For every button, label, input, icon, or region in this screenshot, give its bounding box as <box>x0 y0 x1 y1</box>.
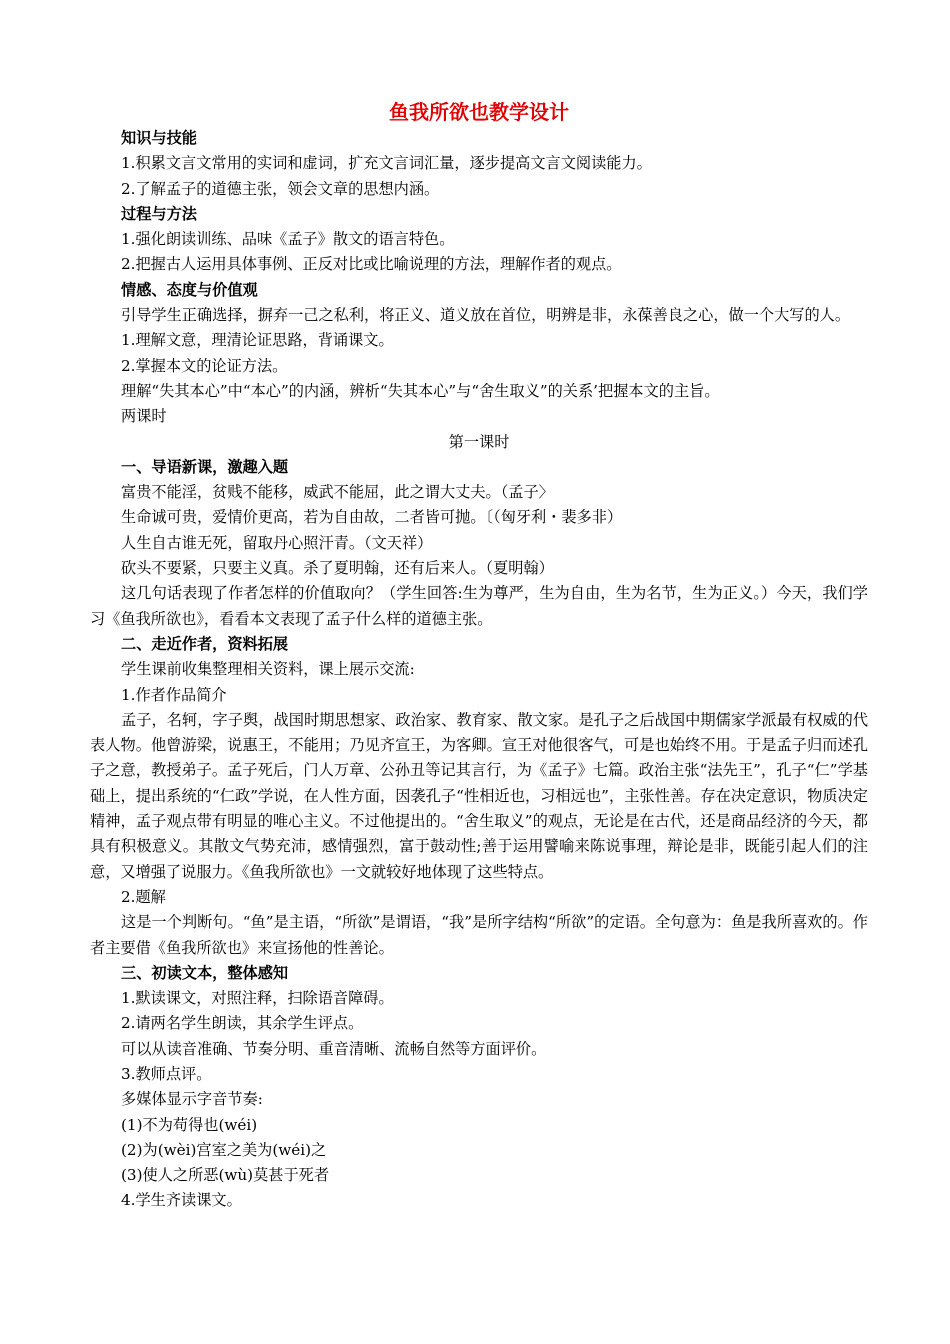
paragraph: (2)为(wèi)宫室之美为(wéi)之 <box>121 1140 327 1159</box>
section-heading: 三、初读文本，整体感知 <box>121 963 289 982</box>
paragraph: (1)不为苟得也(wéi) <box>121 1115 258 1134</box>
paragraph: 4.学生齐读课文。 <box>121 1191 242 1210</box>
lesson-label: 第一课时 <box>448 432 510 451</box>
document-title: 鱼我所欲也教学设计 <box>389 100 569 124</box>
paragraph: 2.把握古人运用具体事例、正反对比或比喻说理的方法，理解作者的观点。 <box>121 255 622 274</box>
paragraph: 生命诚可贵，爱情价更高，若为自由故，二者皆可抛。〔（匈牙利・裴多非） <box>121 508 623 527</box>
paragraph: 2.请两名学生朗读，其余学生评点。 <box>121 1014 364 1033</box>
paragraph: 理解“失其本心”中“本心”的内涵，辨析“失其本心”与“舍生取义”的关系’把握本文的主旨。 <box>121 381 720 400</box>
paragraph: 引导学生正确选择，摒弃一己之私利，将正义、道义放在首位，明辨是非，永葆善良之心，做一个大写的人。 <box>121 306 850 325</box>
section-heading: 一、导语新课，激趣入题 <box>121 457 289 476</box>
section-heading: 过程与方法 <box>121 204 197 223</box>
section-heading: 知识与技能 <box>121 129 197 147</box>
paragraph: 1.作者作品简介 <box>121 685 227 704</box>
paragraph: 多媒体显示字音节奏: <box>121 1090 263 1109</box>
paragraph: (3)使人之所恶(wù)莫甚于死者 <box>121 1166 330 1185</box>
paragraph: 可以从读音准确、节奏分明、重音清晰、流畅自然等方面评价。 <box>121 1039 547 1058</box>
paragraph: 1.强化朗读训练、品味《孟子》散文的语言特色。 <box>121 230 455 249</box>
paragraph: 1.默读课文，对照注释，扫除语音障碍。 <box>121 989 394 1008</box>
document-page <box>90 98 868 1214</box>
document-body <box>90 126 868 1214</box>
section-heading: 二、走近作者，资料拓展 <box>121 634 289 653</box>
paragraph: 富贵不能淫，贫贱不能移，威武不能屈，此之谓大丈夫。（孟子〉 <box>121 483 554 502</box>
paragraph: 3.教师点评。 <box>121 1064 212 1083</box>
paragraph: 2.掌握本文的论证方法。 <box>121 356 288 375</box>
paragraph: 人生自古谁无死，留取丹心照汗青。（文天祥） <box>121 533 433 552</box>
paragraph: 孟子，名轲，字子舆，战国时期思想家、政治家、教育家、散文家。是孔子之后战国中期儒家学派最有权威的代表人物。他曾游梁，说惠王，不能用；乃见齐宣王，为客卿。宣王对他很客气，可是也始终不用。于是孟子归而述孔子之意，教授弟子。孟子死后，门人万章、公孙丑等记其言行，为《孟子》七篇。政治主张“法先王”，孔子“仁”学基础上，提出系统的“仁政”学说，在人性方面，因袭孔子“性相近也，习相远也”，主张性善。存在决定意识，物质决定精神，孟子观点带有明显的唯心主义。不过他提出的。“舍生取义”的观点，无论是在古代，还是商品经济的今天，都具有积极意义。其散文气势充沛，感情强烈，富于鼓动性;善于运用譬喻来陈说事理，辩论是非，既能引起人们的注意，又增强了说服力。《鱼我所欲也》一文就较好地体现了这些特点。 <box>90 710 868 881</box>
paragraph: 两课时 <box>121 407 167 426</box>
paragraph: 这几句话表现了作者怎样的价值取向？（学生回答:生为尊严，生为自由，生为名节，生为正义。）今天，我们学习《鱼我所欲也》，看看本文表现了孟子什么样的道德主张。 <box>90 584 868 628</box>
paragraph: 1.理解文意，理清论证思路，背诵课文。 <box>121 331 394 350</box>
paragraph: 这是一个判断句。“鱼”是主语，“所欲”是谓语，“我”是所字结构“所欲”的定语。全句意为：鱼是我所喜欢的。作者主要借《鱼我所欲也》来宣扬他的性善论。 <box>90 913 868 957</box>
paragraph: 2.了解孟子的道德主张，领会文章的思想内涵。 <box>121 179 440 198</box>
paragraph: 2.题解 <box>121 887 166 906</box>
paragraph: 砍头不要紧，只要主义真。杀了夏明翰，还有后来人。（夏明翰） <box>121 559 554 578</box>
paragraph: 1.积累文言文常用的实词和虚词，扩充文言词汇量，逐步提高文言文阅读能力。 <box>121 154 652 173</box>
section-heading: 情感、态度与价值观 <box>121 280 258 299</box>
paragraph: 学生课前收集整理相关资料，课上展示交流: <box>121 660 415 679</box>
